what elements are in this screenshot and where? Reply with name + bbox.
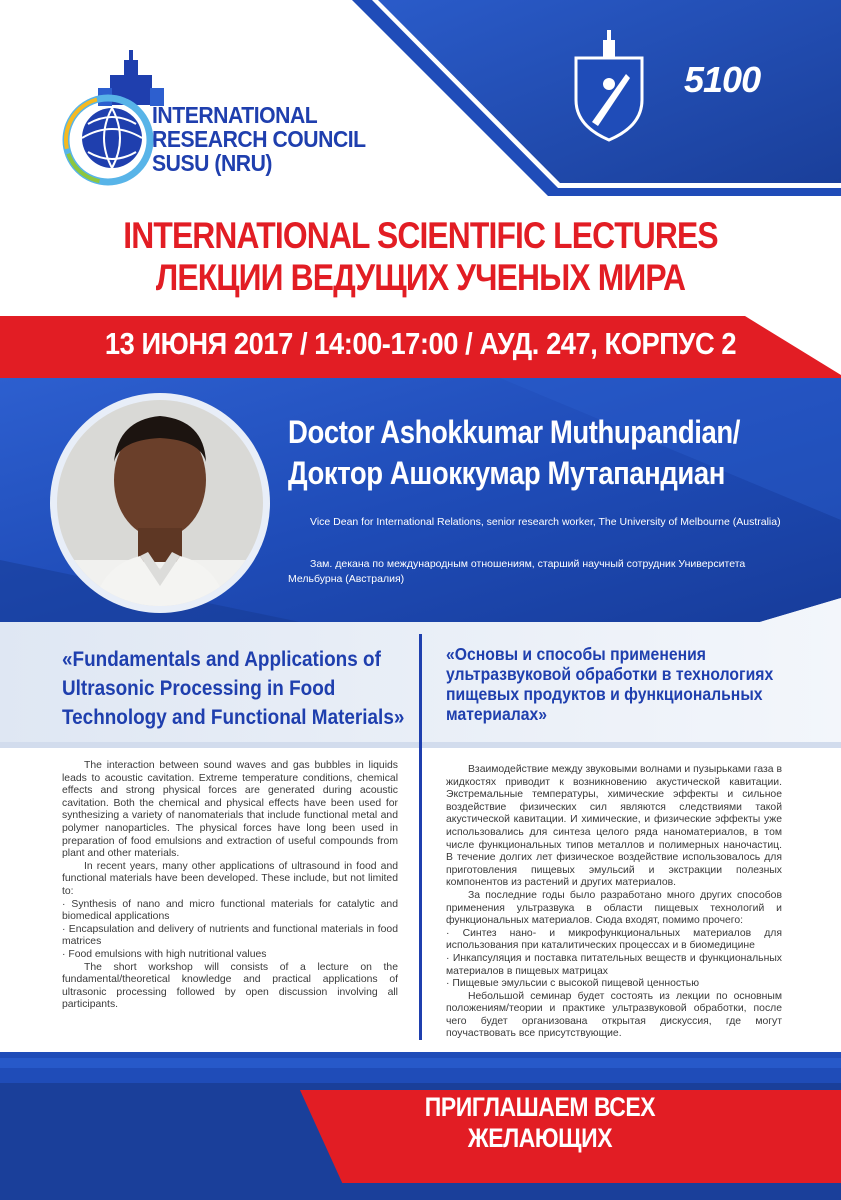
speaker-affiliation-en: Vice Dean for International Relations, senior research worker, The University of Melbourne (Australia): [310, 516, 781, 528]
abstract-en-bullet-2: · Encapsulation and delivery of nutrients and functional materials in food matrices: [62, 923, 398, 948]
abstract-ru-paragraph-1: Взаимодействие между звуковыми волнами и пузырьками газа в жидкостях приводит к возникновению акустической кавитации. Экстремальные температуры, химические эффекты и сильное воздействие физических сил являются следствиями такой акустической кавитации. И химические, и физические эффекты уже использовались для синтеза целого ряда наноматериалов, в том числе функциональных типов металлов и полимерных наночастиц. В течение долгих лет физическое воздействие использовалось для приготовления пищевых эмульсий и экстракции полезных компонентов из растений и других материалов.: [446, 764, 782, 889]
abstract-ru-bullet-2: · Инкапсуляция и поставка питательных веществ и функциональных материалов в пищевых матрицах: [446, 952, 782, 977]
event-datetime-place: 13 ИЮНЯ 2017 / 14:00-17:00 / АУД. 247, КОРПУС 2: [104, 326, 737, 361]
title-ru: ЛЕКЦИИ ВЕДУЩИХ УЧЕНЫХ МИРА: [155, 257, 686, 298]
invite-text: ПРИГЛАШАЕМ ВСЕХ ЖЕЛАЮЩИХ: [424, 1092, 656, 1153]
abstract-en-bullet-1: · Synthesis of nano and micro functional materials for catalytic and biomedical applications: [62, 898, 398, 923]
council-line-2: RESEARCH COUNCIL: [152, 126, 366, 152]
abstract-en: [62, 760, 398, 1012]
abstract-ru-bullet-3: · Пищевые эмульсии с высокой пищевой ценностью: [446, 978, 700, 990]
badge-5100: 5100: [684, 59, 761, 100]
topic-title-en: «Fundamentals and Applications of Ultrasonic Processing in Food Technology and Functional Materials»: [62, 647, 405, 729]
council-globe-logo: [51, 50, 166, 197]
council-name: [152, 103, 391, 175]
topic-title-ru: «Основы и способы применения ультразвуковой обработки в технологиях пищевых продуктов и функциональных материалах»: [446, 644, 774, 724]
council-line-1: INTERNATIONAL: [152, 102, 318, 128]
column-divider: [419, 634, 422, 1040]
abstract-en-paragraph-3: The short workshop will consists of a lecture on the fundamental/theoretical knowledge and practical applications of ultrasonic processing followed by open discussion involving all participants.: [62, 961, 398, 1011]
abstract-ru-bullet-1: · Синтез нано- и микрофункциональных материалов для использования при каталитических процессах и в биомедицине: [446, 927, 782, 952]
abstract-ru-paragraph-3: Небольшой семинар будет состоять из лекции по основным положениям/теории и практике ультразвуковой обработки, после чего будет организована открытая дискуссия, где могут поучаствовать все присутствующие.: [446, 990, 782, 1040]
abstract-ru-paragraph-2: За последние годы было разработано много других способов применения ультразвука в области пищевых технологий и функциональных материалов. Сюда входят, помимо прочего:: [446, 889, 782, 927]
abstract-en-paragraph-1: The interaction between sound waves and gas bubbles in liquids leads to acoustic cavitation. Extreme temperature conditions, chemical effects and strong physical forces are generated during acoustic cavitation. Both the chemical and physical effects have been used for synthesizing a variety of nanomaterials that include functional metal and polymer nanoparticles. The physical forces have long been used in preparation of food emulsions and extraction of useful compounds from plant and other materials.: [62, 760, 398, 860]
abstract-en-bullet-3: · Food emulsions with high nutritional values: [62, 948, 267, 960]
speaker-affiliation-ru: Зам. декана по международным отношениям, старший научный сотрудник Университета Мельбурна (Австралия): [288, 558, 746, 585]
abstract-en-paragraph-2: In recent years, many other applications of ultrasound in food and functional materials have been developed. These include, but not limited to:: [62, 860, 398, 897]
speaker-name-en: Doctor Ashokkumar Muthupandian/: [288, 414, 740, 450]
speaker-name-ru: Доктор Ашоккумар Мутапандиан: [288, 455, 725, 491]
title-en: INTERNATIONAL SCIENTIFIC LECTURES: [123, 215, 718, 256]
abstract-ru: [446, 764, 782, 1041]
council-line-3: SUSU (NRU): [152, 150, 273, 176]
